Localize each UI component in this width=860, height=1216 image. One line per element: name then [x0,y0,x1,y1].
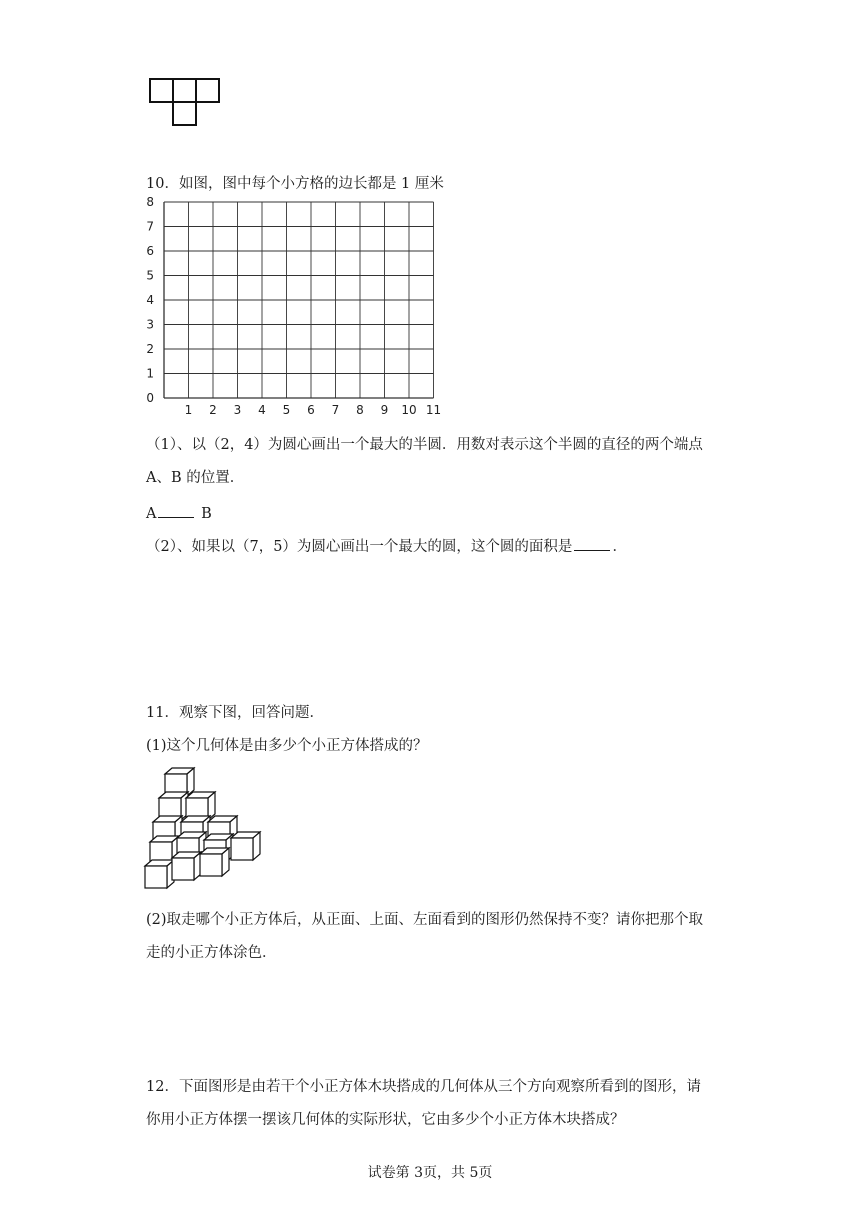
small-cube[interactable] [172,852,201,880]
q10-part2-end: ． [612,539,627,555]
q10-part2 [146,537,627,555]
q11-part1: (1)这个几何体是由多少个小正方体搭成的？ [146,738,428,754]
x-tick-label: 11 [425,403,442,417]
coordinate-grid [140,195,460,422]
x-tick-label: 8 [356,403,364,417]
q10-title: 10．如图，图中每个小方格的边长都是 1 厘米 [146,176,444,192]
y-tick-label: 0 [146,391,154,405]
x-tick-label: 3 [233,403,242,417]
q10-answer-line [146,504,212,522]
x-tick-label: 6 [307,403,315,417]
answer-a-blank[interactable] [158,504,194,518]
small-cube[interactable] [145,860,174,888]
q10-part2-text: （2）、如果以（7，5）为圆心画出一个最大的圆，这个圆的面积是 [146,539,573,555]
y-tick-label: 7 [146,219,154,234]
q12-line2: 你用小正方体摆一摆该几何体的实际形状，它由多少个小正方体木块搭成？ [146,1112,625,1128]
x-tick-label: 2 [209,403,217,417]
x-tick-label: 5 [282,403,291,417]
q11-title: 11．观察下图，回答问题． [146,705,324,721]
x-tick-label: 9 [380,403,389,417]
y-tick-label: 2 [146,342,154,356]
answer-a-label: A [146,506,157,522]
cube-stack-figure [140,768,266,892]
x-tick-label: 4 [258,403,266,417]
area-answer-blank[interactable] [574,537,610,551]
x-tick-label: 1 [184,403,193,417]
y-tick-label: 6 [146,244,154,258]
q11-part2-line2: 走的小正方体涂色． [146,945,277,961]
y-tick-label: 3 [146,317,154,332]
q11-part2-line1: (2)取走哪个小正方体后，从正面、上面、左面看到的图形仍然保持不变？请你把那个取 [146,912,704,928]
t-shape-figure [149,78,221,128]
y-tick-label: 8 [146,195,154,209]
y-tick-label: 5 [146,268,154,283]
page-footer: 试卷第 3页，共 5页 [367,1165,493,1181]
answer-b-label: B [201,506,212,522]
q12-line1: 12．下面图形是由若干个小正方体木块搭成的几何体从三个方向观察所看到的图形，请 [146,1079,701,1095]
y-tick-label: 4 [146,293,154,307]
q10-part1-line1: （1）、以（2，4）为圆心画出一个最大的半圆．用数对表示这个半圆的直径的两个端点 [146,437,703,453]
small-cube[interactable] [200,848,229,876]
x-tick-label: 10 [401,403,417,417]
y-tick-label: 1 [146,366,154,381]
x-tick-label: 7 [331,403,340,417]
q10-part1-line2: A、B 的位置． [146,470,245,486]
small-cube[interactable] [231,832,260,860]
